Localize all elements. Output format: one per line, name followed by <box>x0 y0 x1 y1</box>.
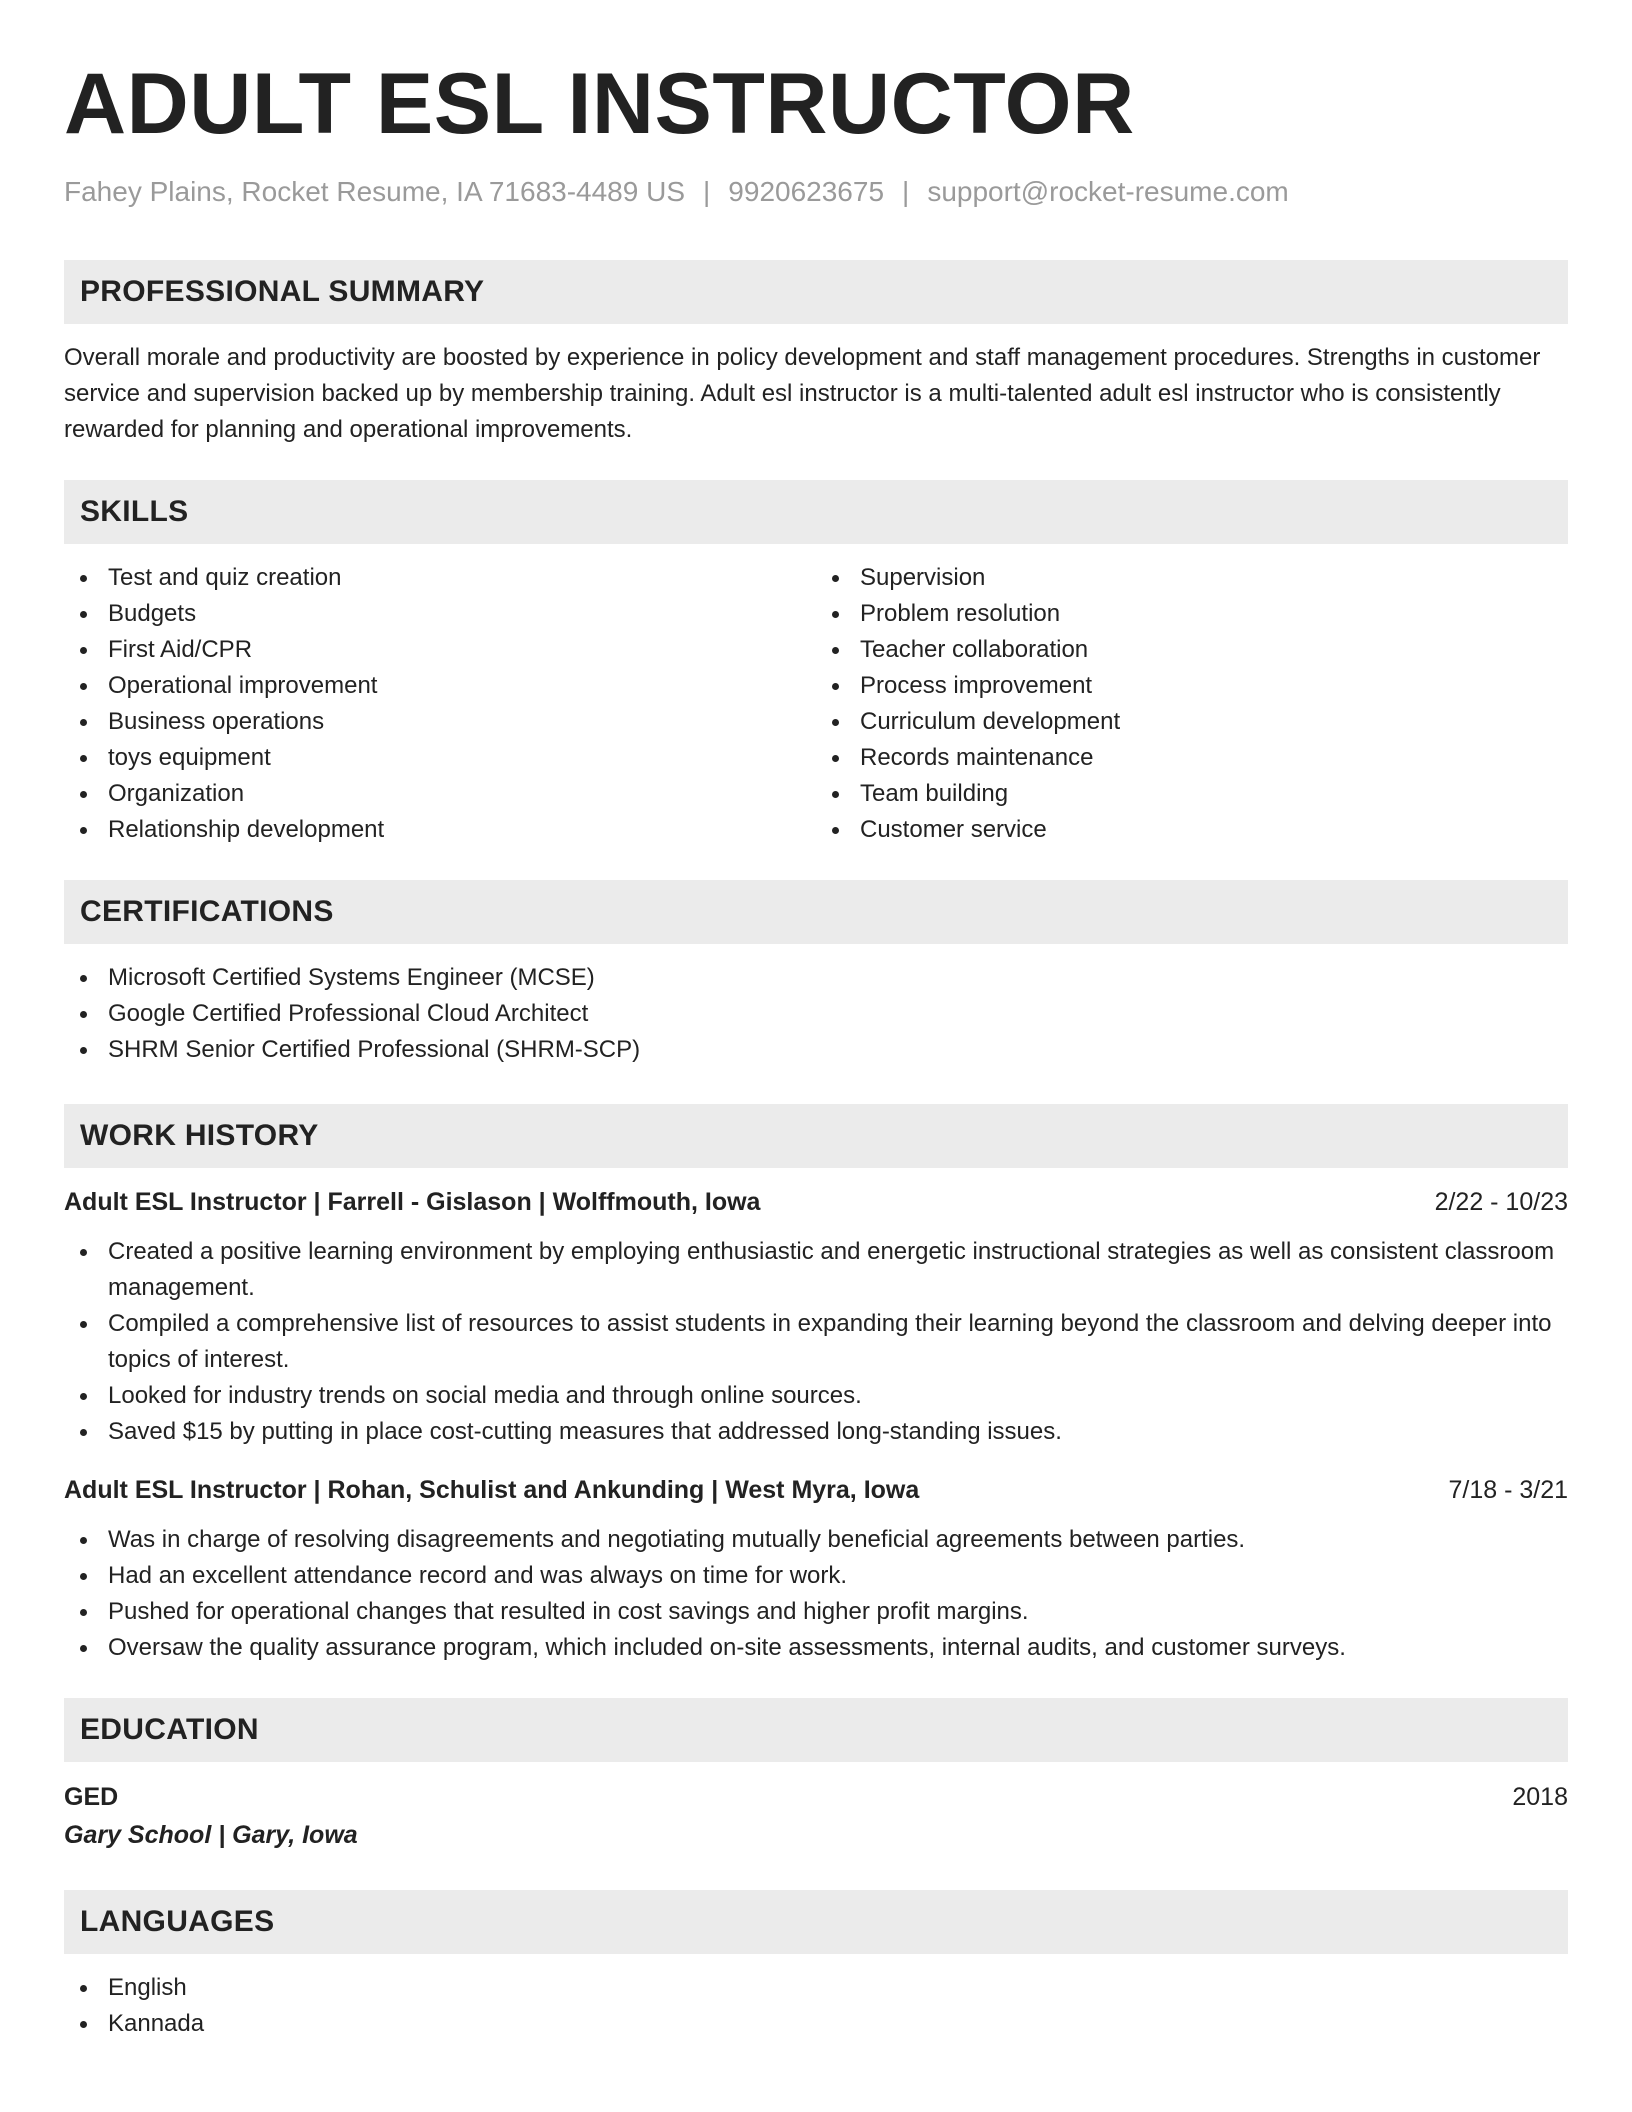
job-dates: 2/22 - 10/23 <box>1434 1188 1568 1216</box>
job-bullets <box>64 1522 1568 1666</box>
job-title: Adult ESL Instructor | Farrell - Gislason | Wolffmouth, Iowa <box>64 1188 761 1216</box>
languages-section <box>64 1890 1568 2042</box>
skill-item: Relationship development <box>64 812 816 848</box>
contact-separator: | <box>902 176 910 207</box>
contact-line <box>64 174 1568 210</box>
skills-section <box>64 480 1568 848</box>
skill-item: Records maintenance <box>816 740 1568 776</box>
skill-item: Supervision <box>816 560 1568 596</box>
skill-item: First Aid/CPR <box>64 632 816 668</box>
contact-phone: 9920623675 <box>728 176 885 207</box>
job-bullet: Had an excellent attendance record and was always on time for work. <box>64 1558 1568 1594</box>
job-bullet: Was in charge of resolving disagreements and negotiating mutually beneficial agreements between parties. <box>64 1522 1568 1558</box>
summary-text: Overall morale and productivity are boosted by experience in policy development and staff management procedures. Strengths in customer service and supervision backed up by membership training. Adult esl instructor is a multi-talented adult esl instructor who is consistently rewarded for planning and operational improvements. <box>64 344 1541 443</box>
job-bullet: Oversaw the quality assurance program, which included on-site assessments, internal audits, and customer surveys. <box>64 1630 1568 1666</box>
certification-item: SHRM Senior Certified Professional (SHRM-SCP) <box>64 1032 1568 1068</box>
certifications-list <box>64 960 1568 1068</box>
section-heading: CERTIFICATIONS <box>64 880 1568 944</box>
job-entry <box>64 1184 1568 1450</box>
job-bullet: Created a positive learning environment by employing enthusiastic and energetic instructional strategies as well as consistent classroom management. <box>64 1234 1568 1306</box>
skill-item: Team building <box>816 776 1568 812</box>
languages-list <box>64 1970 1568 2042</box>
job-bullet: Saved $15 by putting in place cost-cutting measures that addressed long-standing issues. <box>64 1414 1568 1450</box>
certification-item: Google Certified Professional Cloud Architect <box>64 996 1568 1032</box>
skill-item: Curriculum development <box>816 704 1568 740</box>
contact-address: Fahey Plains, Rocket Resume, IA 71683-4489 US <box>64 176 686 207</box>
skill-item: toys equipment <box>64 740 816 776</box>
skill-item: Organization <box>64 776 816 812</box>
job-bullets <box>64 1234 1568 1450</box>
skill-item: Problem resolution <box>816 596 1568 632</box>
skill-item: Operational improvement <box>64 668 816 704</box>
skill-item: Test and quiz creation <box>64 560 816 596</box>
job-entry <box>64 1472 1568 1666</box>
contact-separator: | <box>703 176 711 207</box>
job-bullet: Compiled a comprehensive list of resources to assist students in expanding their learning beyond the classroom and delving deeper into topics of interest. <box>64 1306 1568 1378</box>
section-heading: SKILLS <box>64 480 1568 544</box>
section-heading: EDUCATION <box>64 1698 1568 1762</box>
summary-section <box>64 260 1568 448</box>
section-heading: LANGUAGES <box>64 1890 1568 1954</box>
certifications-section <box>64 880 1568 1068</box>
education-degree: GED <box>64 1783 119 1811</box>
job-bullet: Looked for industry trends on social media and through online sources. <box>64 1378 1568 1414</box>
job-bullet: Pushed for operational changes that resulted in cost savings and higher profit margins. <box>64 1594 1568 1630</box>
work-history-section <box>64 1104 1568 1666</box>
skill-item: Customer service <box>816 812 1568 848</box>
education-year: 2018 <box>1512 1783 1568 1811</box>
language-item: English <box>64 1970 1568 2006</box>
education-school: Gary School | Gary, Iowa <box>64 1821 358 1849</box>
education-section <box>64 1698 1568 1854</box>
skills-list-left <box>64 560 816 848</box>
section-heading: WORK HISTORY <box>64 1104 1568 1168</box>
job-title: Adult ESL Instructor | Rohan, Schulist and Ankunding | West Myra, Iowa <box>64 1476 920 1504</box>
skill-item: Business operations <box>64 704 816 740</box>
section-heading: PROFESSIONAL SUMMARY <box>64 260 1568 324</box>
language-item: Kannada <box>64 2006 1568 2042</box>
skill-item: Process improvement <box>816 668 1568 704</box>
resume-name: ADULT ESL INSTRUCTOR <box>64 56 1135 152</box>
certification-item: Microsoft Certified Systems Engineer (MCSE) <box>64 960 1568 996</box>
skill-item: Budgets <box>64 596 816 632</box>
job-dates: 7/18 - 3/21 <box>1448 1476 1568 1504</box>
skill-item: Teacher collaboration <box>816 632 1568 668</box>
contact-email: support@rocket-resume.com <box>927 176 1289 207</box>
skills-list-right <box>816 560 1568 848</box>
